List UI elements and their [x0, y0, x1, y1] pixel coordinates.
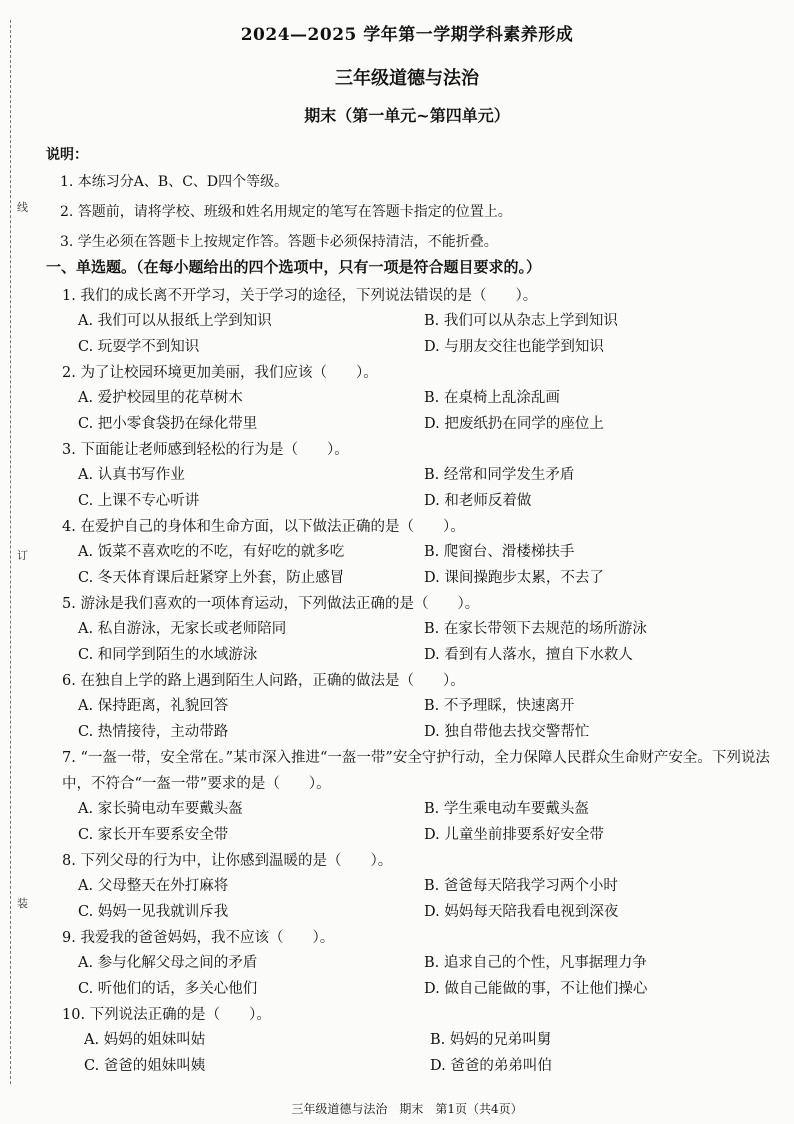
- option-a: A. 参与化解父母之间的矛盾: [78, 955, 258, 971]
- question-6: [62, 668, 774, 745]
- section-heading: 一、单选题。（在每小题给出的四个选项中，只有一项是符合题目要求的。）: [46, 258, 542, 276]
- question-10: [62, 1002, 774, 1079]
- option-a: A. 认真书写作业: [78, 467, 185, 483]
- option-d: D. 做自己能做的事，不让他们操心: [424, 980, 648, 997]
- binding-mark-line: 线: [17, 201, 28, 214]
- option-c: C. 冬天体育课后赶紧穿上外套，防止感冒: [78, 569, 345, 586]
- question-stem: 5. 游泳是我们喜欢的一项体育运动，下列做法正确的是（ ）。: [62, 596, 480, 612]
- option-b: B. 我们可以从杂志上学到知识: [424, 313, 618, 329]
- option-a: A. 饭菜不喜欢吃的不吃，有好吃的就多吃: [78, 544, 345, 560]
- option-d: D. 与朋友交往也能学到知识: [424, 338, 604, 355]
- option-row: [62, 797, 774, 823]
- option-c: C. 家长开车要系安全带: [78, 826, 229, 843]
- option-row: [62, 694, 774, 720]
- option-c: C. 听他们的话，多关心他们: [78, 980, 258, 997]
- option-row: [62, 874, 774, 900]
- option-a: A. 私自游泳，无家长或老师陪同: [78, 621, 287, 637]
- question-7: [62, 745, 774, 848]
- option-b: B. 追求自己的个性，凡事据理力争: [424, 955, 647, 971]
- question-stem: 10. 下列说法正确的是（ ）。: [62, 1007, 271, 1023]
- option-b: B. 不予理睬，快速离开: [424, 698, 575, 714]
- question-8: [62, 848, 774, 925]
- question-stem: 9. 我爱我的爸爸妈妈，我不应该（ ）。: [62, 930, 335, 946]
- option-c: C. 玩耍学不到知识: [78, 338, 200, 355]
- option-b: B. 在桌椅上乱涂乱画: [424, 390, 560, 406]
- option-row: [62, 386, 774, 412]
- option-row: [62, 720, 774, 746]
- option-d: D. 把废纸扔在同学的座位上: [424, 415, 604, 432]
- question-stem: 2. 为了让校园环境更加美丽，我们应该（ ）。: [62, 365, 378, 381]
- instruction-item: 1. 本练习分A、B、C、D四个等级。: [60, 174, 289, 190]
- option-c: C. 爸爸的姐妹叫姨: [84, 1057, 206, 1074]
- option-c: C. 把小零食袋扔在绿化带里: [78, 415, 258, 432]
- binding-mark-pack: 装: [17, 897, 28, 910]
- question-stem: 3. 下面能让老师感到轻松的行为是（ ）。: [62, 442, 349, 458]
- exam-title-scope: 期末（第一单元~第四单元）: [304, 106, 510, 125]
- option-c: C. 妈妈一见我就训斥我: [78, 903, 229, 920]
- instruction-item: 2. 答题前，请将学校、班级和姓名用规定的笔写在答题卡指定的位置上。: [60, 204, 512, 220]
- option-b: B. 在家长带领下去规范的场所游泳: [424, 621, 647, 637]
- question-stem: 8. 下列父母的行为中，让你感到温暖的是（ ）。: [62, 853, 393, 869]
- option-b: B. 爸爸每天陪我学习两个小时: [424, 878, 618, 894]
- option-d: D. 独自带他去找交警帮忙: [424, 723, 590, 740]
- question-5: [62, 591, 774, 668]
- option-d: D. 和老师反着做: [424, 492, 532, 509]
- option-d: D. 妈妈每天陪我看电视到深夜: [424, 903, 619, 920]
- binding-mark-bind: 订: [17, 549, 28, 562]
- option-d: D. 看到有人落水，擅自下水救人: [424, 646, 633, 663]
- option-a: A. 保持距离，礼貌回答: [78, 698, 229, 714]
- option-row: [62, 900, 774, 926]
- exam-title-line1: 2024—2025 学年第一学期学科素养形成: [240, 25, 574, 45]
- option-b: B. 学生乘电动车要戴头盔: [424, 801, 589, 817]
- option-d: D. 爸爸的弟弟叫伯: [430, 1057, 552, 1074]
- option-row: [62, 463, 774, 489]
- option-b: B. 经常和同学发生矛盾: [424, 467, 575, 483]
- question-2: [62, 360, 774, 437]
- option-a: A. 妈妈的姐妹叫姑: [84, 1032, 206, 1048]
- option-a: A. 父母整天在外打麻将: [78, 878, 229, 894]
- instructions-label: 说明：: [46, 147, 88, 163]
- binding-line: [10, 20, 28, 1084]
- question-stem: 7. “一盔一带，安全常在。”某市深入推进“一盔一带”安全守护行动，全力保障人民群众生命财产安全。下列说法中，不符合“一盔一带”要求的是（ ）。: [62, 750, 770, 792]
- exam-title-subject: 三年级道德与法治: [335, 68, 479, 89]
- option-row: [62, 489, 774, 515]
- option-row: [62, 1054, 774, 1080]
- instruction-item: 3. 学生必须在答题卡上按规定作答。答题卡必须保持清洁，不能折叠。: [60, 234, 498, 250]
- option-a: A. 家长骑电动车要戴头盔: [78, 801, 243, 817]
- option-c: C. 上课不专心听讲: [78, 492, 200, 509]
- question-list: [62, 283, 774, 1079]
- question-9: [62, 925, 774, 1002]
- option-row: [62, 643, 774, 669]
- instructions: [46, 143, 766, 257]
- question-3: [62, 437, 774, 514]
- option-c: C. 和同学到陌生的水域游泳: [78, 646, 258, 663]
- option-row: [62, 617, 774, 643]
- page-footer: 三年级道德与法治 期末 第1页（共4页）: [291, 1102, 523, 1116]
- question-stem: 1. 我们的成长离不开学习，关于学习的途径，下列说法错误的是（ ）。: [62, 288, 538, 304]
- option-row: [62, 951, 774, 977]
- option-row: [62, 540, 774, 566]
- option-row: [62, 823, 774, 849]
- question-stem: 4. 在爱护自己的身体和生命方面，以下做法正确的是（ ）。: [62, 519, 465, 535]
- option-a: A. 我们可以从报纸上学到知识: [78, 313, 272, 329]
- option-row: [62, 566, 774, 592]
- option-b: B. 妈妈的兄弟叫舅: [430, 1032, 552, 1048]
- option-d: D. 课间操跑步太累，不去了: [424, 569, 604, 586]
- exam-header: [0, 22, 794, 128]
- question-4: [62, 514, 774, 591]
- question-1: [62, 283, 774, 360]
- option-row: [62, 977, 774, 1003]
- option-a: A. 爱护校园里的花草树木: [78, 390, 243, 406]
- question-stem: 6. 在独自上学的路上遇到陌生人问路，正确的做法是（ ）。: [62, 673, 465, 689]
- option-row: [62, 335, 774, 361]
- option-b: B. 爬窗台、滑楼梯扶手: [424, 544, 575, 560]
- option-row: [62, 412, 774, 438]
- option-c: C. 热情接待，主动带路: [78, 723, 229, 740]
- option-row: [62, 1028, 774, 1054]
- option-d: D. 儿童坐前排要系好安全带: [424, 826, 604, 843]
- option-row: [62, 309, 774, 335]
